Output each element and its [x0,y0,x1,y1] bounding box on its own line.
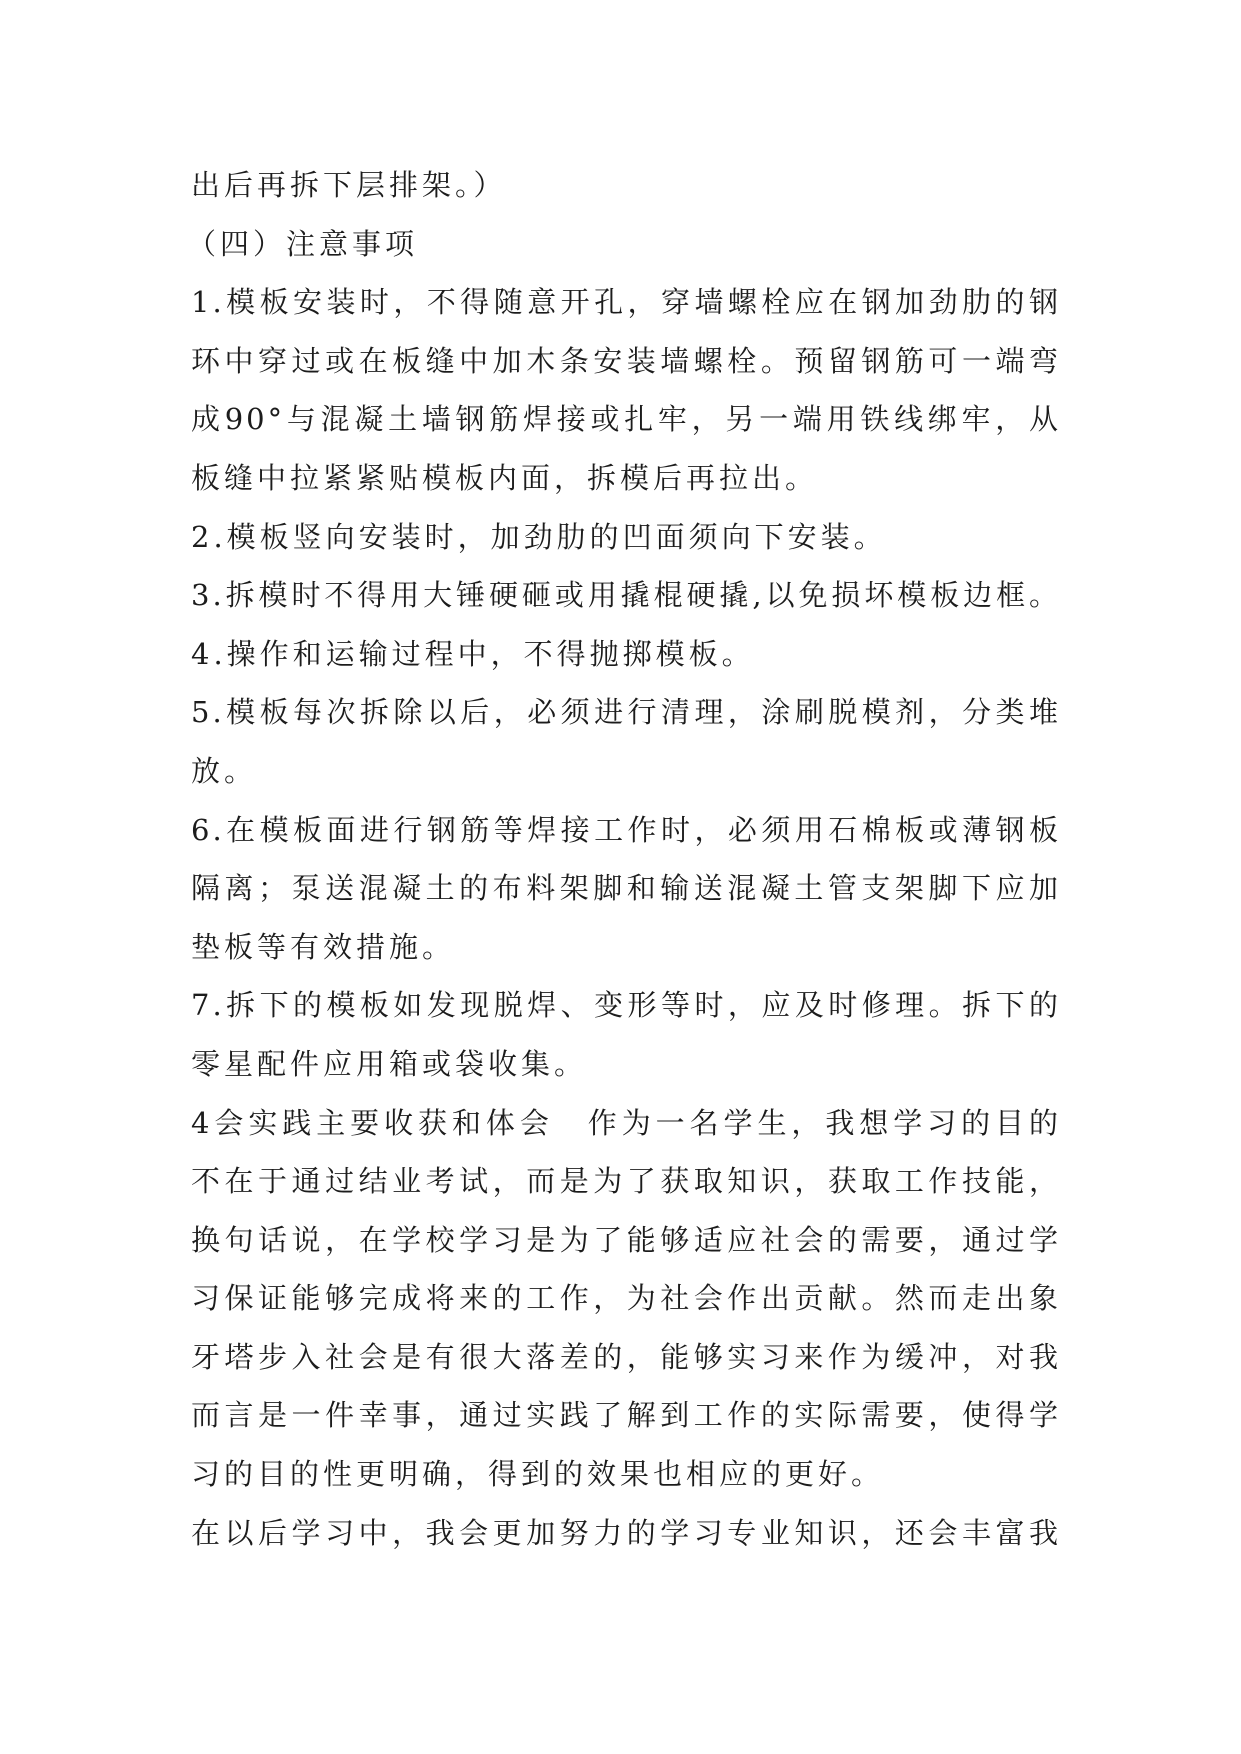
text-line: 成90°与混凝土墙钢筋焊接或扎牢，另一端用铁线绑牢，从 [191,402,1061,437]
text-line: 习的目的性更明确，得到的效果也相应的更好。 [191,1457,885,1492]
text-line: 环中穿过或在板缝中加木条安装墙螺栓。预留钢筋可一端弯 [191,343,1061,378]
text-line: 6.在模板面进行钢筋等焊接工作时，必须用石棉板或薄钢板 [191,812,1061,847]
text-line: 4会实践主要收获和体会 作为一名学生，我想学习的目的 [191,1105,1061,1140]
text-line: 5.模板每次拆除以后，必须进行清理，涂刷脱模剂，分类堆 [191,695,1061,730]
text-line: 2.模板竖向安装时，加劲肋的凹面须向下安装。 [191,519,887,554]
text-line: 放。 [191,753,258,788]
document-body [187,156,1061,1562]
text-line: 垫板等有效措施。 [191,929,456,964]
text-line: 零星配件应用箱或袋收集。 [191,1046,588,1081]
text-line: 牙塔步入社会是有很大落差的，能够实习来作为缓冲，对我 [191,1339,1061,1374]
text-line: 不在于通过结业考试，而是为了获取知识，获取工作技能， [191,1164,1061,1199]
text-line: 隔离；泵送混凝土的布料架脚和输送混凝土管支架脚下应加 [191,871,1061,906]
text-line: 1.模板安装时，不得随意开孔，穿墙螺栓应在钢加劲肋的钢 [191,285,1061,320]
text-line: 在以后学习中，我会更加努力的学习专业知识，还会丰富我 [191,1515,1061,1550]
text-line: 换句话说，在学校学习是为了能够适应社会的需要，通过学 [191,1222,1061,1257]
section-heading: （四）注意事项 [187,226,419,261]
text-line: 4.操作和运输过程中，不得抛掷模板。 [191,636,755,671]
text-line: 习保证能够完成将来的工作，为社会作出贡献。然而走出象 [191,1281,1061,1316]
text-line: 7.拆下的模板如发现脱焊、变形等时，应及时修理。拆下的 [191,988,1061,1023]
text-line: 而言是一件幸事，通过实践了解到工作的实际需要，使得学 [191,1398,1061,1433]
text-line: 板缝中拉紧紧贴模板内面，拆模后再拉出。 [191,460,819,495]
text-line: 出后再拆下层排架。） [191,168,507,202]
text-line: 3.拆模时不得用大锤硬砸或用撬棍硬撬,以免损坏模板边框。 [191,578,1061,613]
